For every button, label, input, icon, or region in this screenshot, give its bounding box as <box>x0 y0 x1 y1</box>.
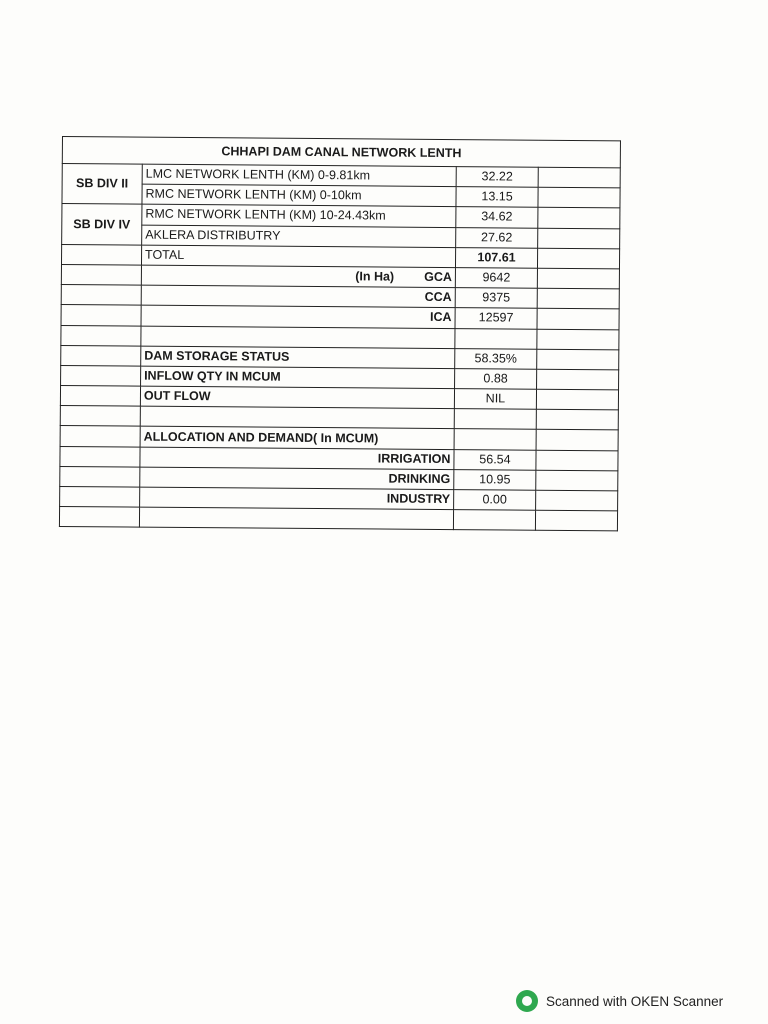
empty-cell <box>538 208 620 229</box>
empty-cell <box>60 486 140 507</box>
network-row-value: 34.62 <box>456 207 538 228</box>
area-unit: (In Ha) <box>355 269 395 284</box>
ica-value: 12597 <box>455 308 537 329</box>
empty-cell <box>536 490 618 511</box>
empty-cell <box>537 369 619 390</box>
sb-div-iv-label: SB DIV IV <box>62 204 142 245</box>
empty-cell <box>60 426 140 447</box>
empty-cell <box>61 244 141 265</box>
drinking-value: 10.95 <box>454 469 536 490</box>
empty-cell <box>537 268 619 289</box>
empty-cell <box>538 228 620 249</box>
network-row-value: 13.15 <box>456 187 538 208</box>
network-row-label: LMC NETWORK LENTH (KM) 0-9.81km <box>142 164 456 187</box>
allocation-heading: ALLOCATION AND DEMAND( In MCUM) <box>140 427 454 450</box>
empty-cell <box>454 429 536 450</box>
gca-value: 9642 <box>455 268 537 289</box>
total-label: TOTAL <box>141 245 455 268</box>
network-row-label: AKLERA DISTRIBUTRY <box>142 225 456 248</box>
cca-value: 9375 <box>455 288 537 309</box>
empty-cell <box>61 365 141 386</box>
empty-cell <box>538 187 620 208</box>
scanner-text: Scanned with OKEN Scanner <box>546 993 724 1009</box>
scanner-watermark <box>516 990 723 1012</box>
network-row-value: 32.22 <box>456 167 538 188</box>
empty-cell <box>61 345 141 366</box>
empty-cell <box>61 305 141 326</box>
network-row-value: 27.62 <box>456 227 538 248</box>
irrigation-label: IRRIGATION <box>140 447 454 470</box>
oken-scanner-logo-icon <box>516 990 538 1012</box>
empty-cell <box>60 446 140 467</box>
storage-status-label: DAM STORAGE STATUS <box>141 346 455 369</box>
empty-cell <box>537 288 619 309</box>
empty-cell <box>536 450 618 471</box>
industry-value: 0.00 <box>454 490 536 511</box>
empty-cell <box>537 309 619 330</box>
storage-status-value: 58.35% <box>455 348 537 369</box>
empty-cell <box>537 349 619 370</box>
inflow-label: INFLOW QTY IN MCUM <box>141 366 455 389</box>
empty-cell <box>60 466 140 487</box>
irrigation-value: 56.54 <box>454 449 536 470</box>
table-title: CHHAPI DAM CANAL NETWORK LENTH <box>62 137 620 168</box>
canal-network-table <box>59 136 621 532</box>
canal-network-sheet <box>59 136 621 532</box>
cca-label: CCA <box>141 285 455 308</box>
empty-cell <box>61 264 141 285</box>
empty-cell <box>61 285 141 306</box>
empty-cell <box>537 248 619 269</box>
sb-div-ii-label: SB DIV II <box>62 164 142 205</box>
empty-cell <box>536 430 618 451</box>
drinking-label: DRINKING <box>140 467 454 490</box>
gca-label-cell <box>141 265 455 288</box>
network-row-label: RMC NETWORK LENTH (KM) 0-10km <box>142 184 456 207</box>
empty-cell <box>536 470 618 491</box>
blank-row <box>59 507 617 532</box>
network-row-label: RMC NETWORK LENTH (KM) 10-24.43km <box>142 205 456 228</box>
outflow-value: NIL <box>454 389 536 410</box>
total-value: 107.61 <box>455 247 537 268</box>
inflow-value: 0.88 <box>455 368 537 389</box>
empty-cell <box>536 389 618 410</box>
empty-cell <box>538 167 620 188</box>
ica-label: ICA <box>141 305 455 328</box>
empty-cell <box>60 386 140 407</box>
outflow-label: OUT FLOW <box>140 386 454 409</box>
industry-label: INDUSTRY <box>140 487 454 510</box>
gca-label: GCA <box>424 269 452 285</box>
